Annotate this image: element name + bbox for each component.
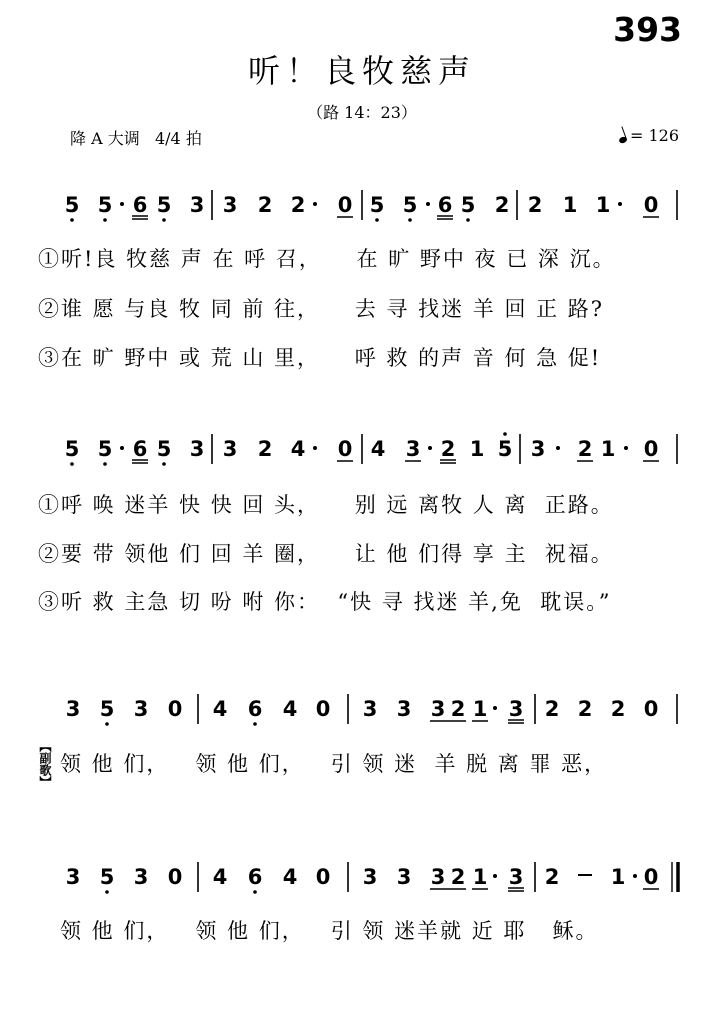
tempo-value: = 126 xyxy=(629,126,679,145)
svg-text:1: 1 xyxy=(472,697,488,721)
svg-text:6: 6 xyxy=(132,437,148,461)
lyric-verse3-line1: ③在 旷 野中 或 荒 山 里， 呼 救 的声 音 何 急 促! xyxy=(38,346,602,370)
lyric-verse2-line2: ②要 带 领他 们 回 羊 圈， 让 他 们得 享 主 祝福。 xyxy=(38,542,614,566)
svg-text:3: 3 xyxy=(396,697,412,721)
svg-text:4: 4 xyxy=(212,697,228,721)
svg-text:4: 4 xyxy=(282,697,298,721)
quarter-note-icon xyxy=(618,136,628,144)
svg-text:1: 1 xyxy=(610,865,626,889)
lyric-verse1-line1: ①听!良 牧慈 声 在 呼 召， 在 旷 野中 夜 已 深 沉。 xyxy=(38,247,616,271)
svg-text:4: 4 xyxy=(370,437,386,461)
svg-text:4: 4 xyxy=(290,437,306,461)
svg-text:1: 1 xyxy=(562,193,578,217)
svg-text:5: 5 xyxy=(497,437,513,461)
lyric-verse3-line2: ③听 救 主急 切 吩 咐 你： “快 寻 找迷 羊,免 耽误。” xyxy=(38,590,612,614)
svg-text:3: 3 xyxy=(65,865,81,889)
music-line-1 xyxy=(40,186,690,226)
music-line-4 xyxy=(40,858,690,898)
svg-text:6: 6 xyxy=(437,193,453,217)
svg-text:3: 3 xyxy=(362,697,378,721)
svg-text:0: 0 xyxy=(337,437,353,461)
svg-text:6: 6 xyxy=(247,865,263,889)
svg-text:2: 2 xyxy=(544,865,560,889)
music-line-2 xyxy=(40,430,690,470)
svg-text:4: 4 xyxy=(282,865,298,889)
svg-text:2: 2 xyxy=(610,697,626,721)
svg-text:3: 3 xyxy=(530,437,546,461)
svg-text:0: 0 xyxy=(315,697,331,721)
svg-text:5: 5 xyxy=(99,865,115,889)
svg-text:2: 2 xyxy=(440,437,456,461)
svg-text:0: 0 xyxy=(167,697,183,721)
song-title: 听！良牧慈声 xyxy=(247,52,476,90)
svg-text:3: 3 xyxy=(189,437,205,461)
svg-text:3: 3 xyxy=(430,865,446,889)
page-number: 393 xyxy=(613,10,682,49)
svg-text:0: 0 xyxy=(315,865,331,889)
svg-text:5: 5 xyxy=(402,193,418,217)
svg-text:3: 3 xyxy=(508,697,524,721)
svg-text:3: 3 xyxy=(222,193,238,217)
jianpu-notation-4 xyxy=(40,858,690,898)
svg-text:2: 2 xyxy=(577,437,593,461)
svg-text:2: 2 xyxy=(544,697,560,721)
svg-text:5: 5 xyxy=(156,193,172,217)
svg-text:3: 3 xyxy=(396,865,412,889)
svg-text:6: 6 xyxy=(132,193,148,217)
lyric-verse2-line1: ②谁 愿 与良 牧 同 前 往， 去 寻 找迷 羊 回 正 路? xyxy=(38,297,605,321)
jianpu-notation-3 xyxy=(40,690,690,730)
svg-text:3: 3 xyxy=(405,437,421,461)
jianpu-notation-1 xyxy=(40,186,690,226)
svg-text:0: 0 xyxy=(643,437,659,461)
lyric-chorus-line2: 领 他 们， 领 他 们， 引 领 迷羊就 近 耶 稣。 xyxy=(60,919,599,943)
svg-text:6: 6 xyxy=(247,697,263,721)
refrain-label: 【副歌】 xyxy=(38,740,52,788)
svg-text:3: 3 xyxy=(65,697,81,721)
svg-text:3: 3 xyxy=(508,865,524,889)
svg-text:5: 5 xyxy=(97,437,113,461)
tempo-marking xyxy=(619,126,679,145)
svg-text:5: 5 xyxy=(64,193,80,217)
svg-text:1: 1 xyxy=(600,437,616,461)
svg-text:1: 1 xyxy=(595,193,611,217)
svg-text:0: 0 xyxy=(643,193,659,217)
svg-text:2: 2 xyxy=(450,697,466,721)
svg-text:2: 2 xyxy=(527,193,543,217)
svg-text:1: 1 xyxy=(469,437,485,461)
svg-text:0: 0 xyxy=(337,193,353,217)
svg-text:3: 3 xyxy=(133,697,149,721)
svg-text:5: 5 xyxy=(156,437,172,461)
svg-text:2: 2 xyxy=(290,193,306,217)
svg-text:2: 2 xyxy=(494,193,510,217)
svg-text:5: 5 xyxy=(460,193,476,217)
jianpu-notation-2 xyxy=(40,430,690,470)
svg-text:2: 2 xyxy=(257,437,273,461)
svg-text:3: 3 xyxy=(362,865,378,889)
svg-text:3: 3 xyxy=(222,437,238,461)
svg-text:2: 2 xyxy=(450,865,466,889)
svg-text:0: 0 xyxy=(167,865,183,889)
svg-text:2: 2 xyxy=(257,193,273,217)
svg-text:5: 5 xyxy=(369,193,385,217)
svg-text:2: 2 xyxy=(577,697,593,721)
svg-text:3: 3 xyxy=(133,865,149,889)
svg-text:0: 0 xyxy=(643,865,659,889)
svg-text:5: 5 xyxy=(97,193,113,217)
svg-text:4: 4 xyxy=(212,865,228,889)
svg-text:3: 3 xyxy=(189,193,205,217)
svg-text:1: 1 xyxy=(472,865,488,889)
key-and-meter: 降 A 大调 4/4 拍 xyxy=(70,129,202,148)
svg-text:5: 5 xyxy=(64,437,80,461)
music-line-3 xyxy=(40,690,690,730)
scripture-reference: （路 14：23） xyxy=(307,103,417,122)
svg-text:3: 3 xyxy=(430,697,446,721)
lyric-verse1-line2: ①呼 唤 迷羊 快 快 回 头， 别 远 离牧 人 离 正路。 xyxy=(38,493,614,517)
svg-text:5: 5 xyxy=(99,697,115,721)
lyric-chorus-line1: 领 他 们， 领 他 们， 引 领 迷 羊 脱 离 罪 恶， xyxy=(60,752,608,776)
svg-text:0: 0 xyxy=(643,697,659,721)
